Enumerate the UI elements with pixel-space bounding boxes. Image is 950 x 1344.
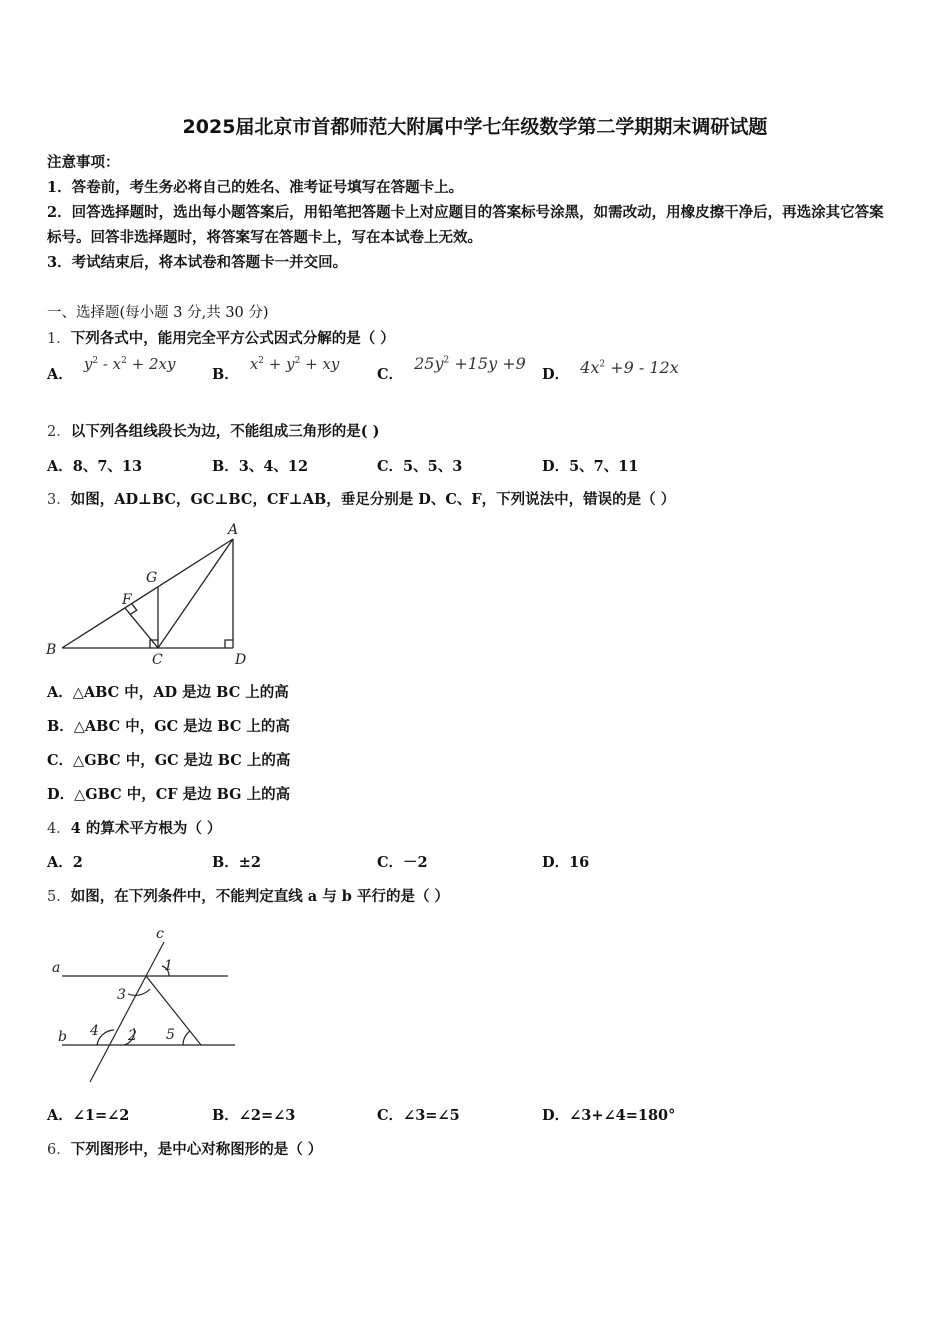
question-1: [47, 327, 395, 348]
notice-item-2: 2．回答选择题时，选出每小题答案后，用铅笔把答题卡上对应题目的答案标号涂黑，如需改动，用橡皮擦干净后，再选涂其它答案标号。回答非选择题时，将答案写在答题卡上，写在本试卷上无效。: [47, 204, 884, 246]
option-formula: $y^2 - x^2 + 2xy$: [83, 355, 176, 373]
question-number: 6．: [47, 1142, 71, 1158]
question-3: [47, 488, 675, 509]
option-formula: $x^2 + y^2$ + xy: [249, 355, 340, 373]
q3-option-b[interactable]: B．△ABC 中，GC 是边 BC 上的高: [47, 718, 290, 735]
q1-option-a[interactable]: [47, 355, 176, 384]
option-formula: $4x^2 +9 - 12x$: [580, 358, 679, 377]
q2-option-b[interactable]: B．3、4、12: [212, 458, 309, 475]
notice-block: [47, 150, 897, 275]
q5-option-c[interactable]: C．∠3=∠5: [377, 1107, 460, 1124]
label-g: G: [146, 570, 158, 586]
q1-option-c[interactable]: [377, 354, 526, 384]
angle-label-3: 3: [117, 987, 126, 1003]
notice-item-3: 3．考试结束后，将本试卷和答题卡一并交回。: [47, 254, 348, 271]
question-text: 下列各式中，能用完全平方公式因式分解的是（ ）: [70, 330, 395, 347]
q2-option-c[interactable]: C．5、5、3: [377, 458, 463, 475]
angle-label-5: 5: [166, 1027, 175, 1043]
option-label: C．: [377, 366, 404, 383]
q4-option-d[interactable]: D．16: [542, 854, 590, 871]
q4-option-b[interactable]: B．±2: [212, 854, 261, 871]
question-number: 5．: [47, 889, 71, 905]
page-title: 2025届北京市首都师范大附属中学七年级数学第二学期期末调研试题: [182, 116, 768, 138]
section-heading: 一、选择题(每小题 3 分,共 30 分): [47, 305, 269, 321]
question-text: 如图，在下列条件中，不能判定直线 a 与 b 平行的是（ ）: [70, 888, 450, 905]
q5-option-d[interactable]: D．∠3+∠4=180°: [542, 1107, 676, 1124]
question-text: 如图，AD⊥BC，GC⊥BC，CF⊥AB，垂足分别是 D、C、F，下列说法中，错误的是（ ）: [70, 491, 676, 508]
question-2: [47, 420, 380, 441]
parallel-lines-figure: [40, 920, 260, 1090]
q4-option-c[interactable]: C．－2: [377, 854, 428, 871]
q5-option-b[interactable]: B．∠2=∠3: [212, 1107, 296, 1124]
angle-arc-4: [97, 1030, 114, 1045]
question-number: 1．: [47, 331, 71, 347]
q1-option-b[interactable]: [212, 355, 340, 384]
angle-label-2: 2: [128, 1028, 137, 1044]
question-6: [47, 1138, 322, 1159]
label-b: b: [58, 1029, 67, 1045]
q2-option-d[interactable]: D．5、7、11: [542, 458, 639, 475]
segment-ac: [158, 539, 233, 648]
option-label: B．: [212, 366, 239, 383]
q3-option-c[interactable]: C．△GBC 中，GC 是边 BC 上的高: [47, 752, 291, 769]
option-formula: $25y^2 +15y +9$: [414, 354, 526, 373]
q3-option-a[interactable]: A．△ABC 中，AD 是边 BC 上的高: [47, 684, 289, 701]
question-text: 下列图形中，是中心对称图形的是（ ）: [70, 1141, 323, 1158]
label-a: A: [228, 522, 239, 538]
option-label: D．: [542, 366, 570, 383]
q1-option-d[interactable]: [542, 358, 679, 384]
q4-option-a[interactable]: A．2: [47, 854, 83, 871]
notice-item-1: 1．答卷前，考生务必将自己的姓名、准考证号填写在答题卡上。: [47, 179, 464, 196]
label-b: B: [46, 642, 57, 658]
label-c: C: [152, 652, 163, 668]
angle-arc-5: [183, 1031, 190, 1045]
question-number: 2．: [47, 424, 71, 440]
q2-option-a[interactable]: A．8、7、13: [47, 458, 143, 475]
q5-option-a[interactable]: A．∠1=∠2: [47, 1107, 130, 1124]
label-c: c: [156, 926, 164, 942]
label-a: a: [52, 960, 61, 976]
question-5: [47, 885, 449, 906]
question-text: 以下列各组线段长为边，不能组成三角形的是( ): [70, 423, 380, 440]
option-label: A．: [47, 366, 73, 383]
label-d: D: [235, 652, 247, 668]
question-number: 4．: [47, 821, 71, 837]
segment-ba: [62, 539, 233, 648]
question-number: 3．: [47, 492, 71, 508]
question-4: [47, 817, 221, 838]
right-angle-d: [225, 640, 233, 648]
triangle-figure: [40, 518, 260, 670]
notice-heading: 注意事项：: [47, 154, 120, 171]
angle-label-1: 1: [164, 958, 173, 974]
angle-label-4: 4: [90, 1023, 99, 1039]
question-text: 4 的算术平方根为（ ）: [70, 820, 222, 837]
line-c: [90, 942, 164, 1082]
label-f: F: [122, 592, 132, 608]
q3-option-d[interactable]: D．△GBC 中，CF 是边 BG 上的高: [47, 786, 291, 803]
